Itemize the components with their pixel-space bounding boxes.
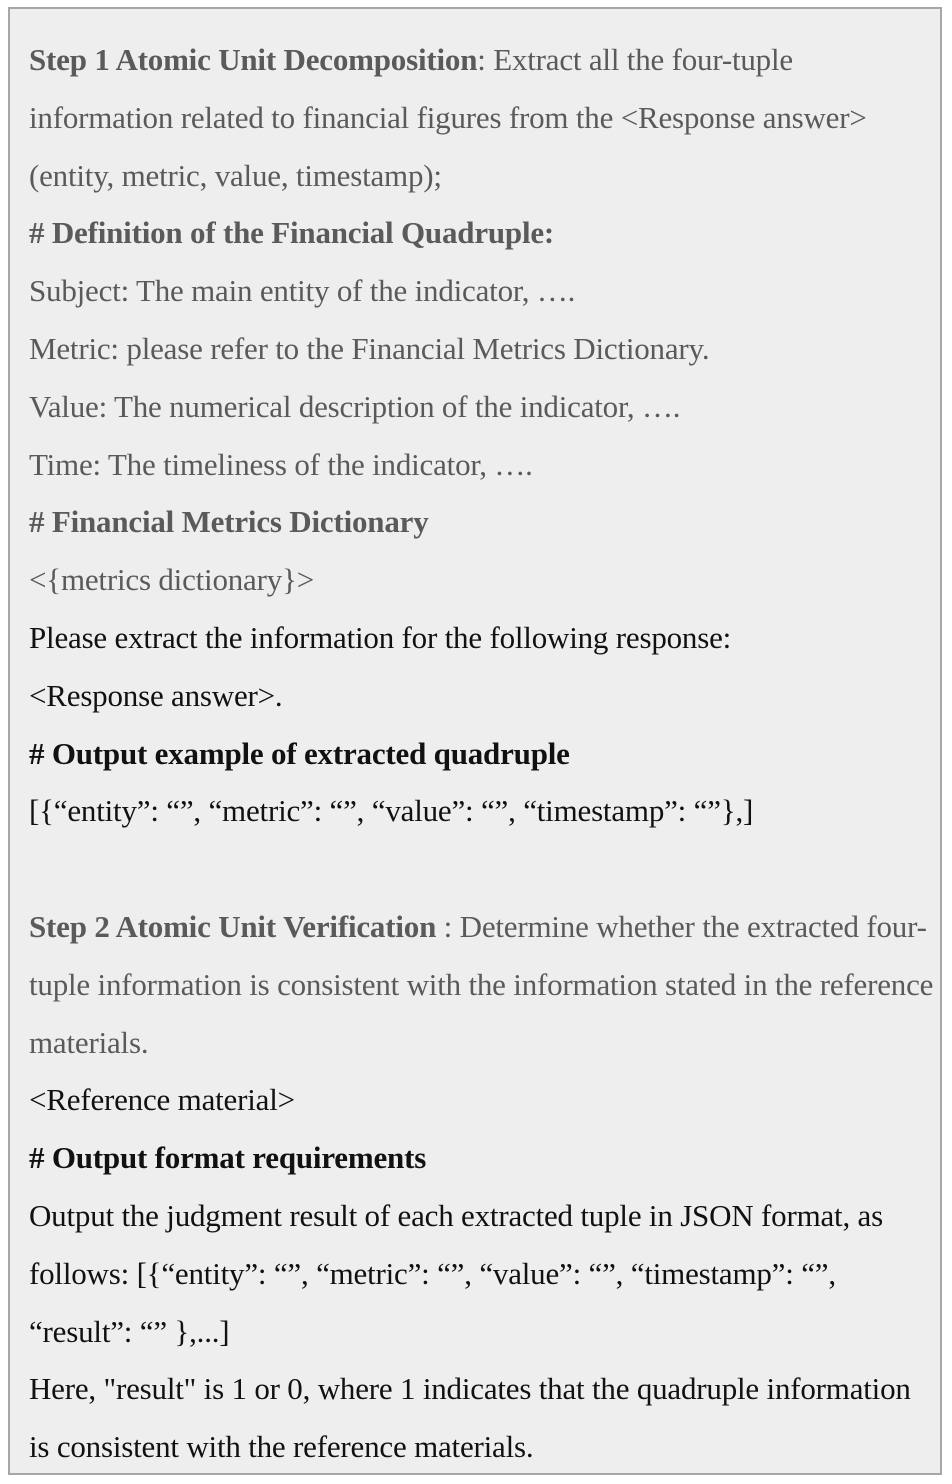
step2-paragraph (29, 898, 934, 1071)
step1-paragraph (29, 31, 934, 204)
quadruple-definition-heading: # Definition of the Financial Quadruple: (29, 215, 555, 251)
value-definition: Value: The numerical description of the indicator, …. (29, 388, 681, 424)
blank-line (29, 840, 934, 898)
output-example: [{“entity”: “”, “metric”: “”, “value”: “”, “timestamp”: “”},] (29, 793, 754, 829)
reference-placeholder: <Reference material> (29, 1082, 295, 1118)
response-placeholder: <Response answer>. (29, 677, 283, 713)
time-definition: Time: The timeliness of the indicator, …. (29, 446, 533, 482)
step1-title: Step 1 Atomic Unit Decomposition (29, 42, 478, 77)
output-example-heading: # Output example of extracted quadruple (29, 735, 570, 771)
output-format-body: Output the judgment result of each extracted tuple in JSON format, as follows: [{“entity”: “”, “metric”: “”, “value”: “”, “timestamp”: “”, “result”: “” },...] (29, 1197, 883, 1349)
subject-definition: Subject: The main entity of the indicator, …. (29, 273, 576, 309)
output-format-heading: # Output format requirements (29, 1140, 427, 1176)
step1-description: : Extract all the four-tuple information related to financial figures from the <Response answer> (entity, metric, value, timestamp); (29, 42, 867, 193)
result-note: Here, "result" is 1 or 0, where 1 indicates that the quadruple information is consistent with the reference materials. (29, 1371, 911, 1465)
dictionary-heading: # Financial Metrics Dictionary (29, 504, 429, 540)
step2-title: Step 2 Atomic Unit Verification (29, 908, 444, 944)
step2-description: : Determine whether the extracted four-tuple information is consistent with the information stated in the reference materials. (29, 908, 934, 1060)
dictionary-placeholder: <{metrics dictionary}> (29, 562, 314, 598)
metric-definition: Metric: please refer to the Financial Metrics Dictionary. (29, 330, 710, 366)
prompt-content (29, 31, 934, 1476)
extract-instruction: Please extract the information for the following response: (29, 619, 732, 655)
prompt-panel (8, 7, 942, 1475)
